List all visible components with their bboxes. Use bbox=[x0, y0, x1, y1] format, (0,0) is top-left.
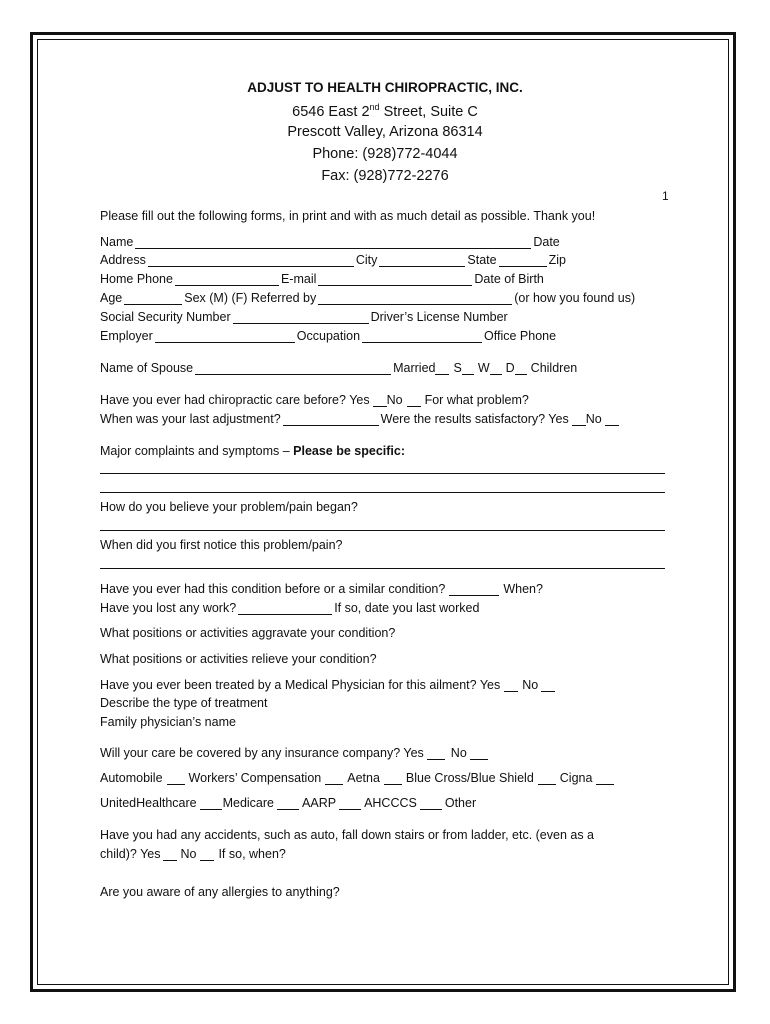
aarp-field[interactable] bbox=[339, 797, 361, 810]
results-yes-field[interactable] bbox=[572, 413, 586, 426]
phone-row: Home Phone E-mail Date of Birth bbox=[100, 272, 544, 286]
condition-before-row: Have you ever had this condition before or a similar condition? When? bbox=[100, 582, 543, 596]
address-field[interactable] bbox=[148, 254, 354, 267]
allergies-row: Are you aware of any allergies to anything? bbox=[100, 885, 340, 899]
single-field[interactable] bbox=[462, 362, 474, 375]
occupation-field[interactable] bbox=[362, 330, 482, 343]
automobile-field[interactable] bbox=[167, 772, 185, 785]
name-field[interactable] bbox=[135, 236, 531, 249]
cigna-field[interactable] bbox=[596, 772, 614, 785]
complaints-line-2[interactable] bbox=[100, 473, 665, 474]
ssn-field[interactable] bbox=[233, 311, 369, 324]
lost-work-row: Have you lost any work? If so, date you last worked bbox=[100, 601, 480, 615]
referred-by-field[interactable] bbox=[318, 292, 512, 305]
address-row: Address City State Zip bbox=[100, 253, 566, 267]
chiro-before-row: Have you ever had chiropractic care before? Yes No For what problem? bbox=[100, 393, 529, 407]
complaints-line-3[interactable] bbox=[100, 492, 665, 493]
accidents-row: Have you had any accidents, such as auto, fall down stairs or from ladder, etc. (even as a bbox=[100, 828, 595, 842]
accidents-no-field[interactable] bbox=[200, 848, 214, 861]
chiro-no-field[interactable] bbox=[407, 394, 421, 407]
accidents-yes-field[interactable] bbox=[163, 848, 177, 861]
city-field[interactable] bbox=[379, 254, 465, 267]
lost-work-field[interactable] bbox=[238, 602, 332, 615]
medical-no-field[interactable] bbox=[541, 679, 555, 692]
insurance-list-row-1: Automobile Workers’ Compensation Aetna Blue Cross/Blue Shield Cigna bbox=[100, 767, 668, 785]
ssn-row: Social Security Number Driver’s License Number bbox=[100, 310, 508, 324]
medical-yes-field[interactable] bbox=[504, 679, 518, 692]
first-notice-row: When did you first notice this problem/pain? bbox=[100, 538, 343, 552]
problem-began-row: How do you believe your problem/pain began? bbox=[100, 500, 358, 514]
insurance-yes-field[interactable] bbox=[427, 747, 445, 760]
complaints-row: Major complaints and symptoms – Please be specific: bbox=[100, 444, 406, 458]
aetna-field[interactable] bbox=[384, 772, 402, 785]
workers-comp-field[interactable] bbox=[325, 772, 343, 785]
age-field[interactable] bbox=[124, 292, 182, 305]
employer-field[interactable] bbox=[155, 330, 295, 343]
last-adjustment-row: When was your last adjustment? Were the results satisfactory? Yes No bbox=[100, 408, 668, 426]
treatment-type-row: Describe the type of treatment bbox=[100, 696, 268, 710]
age-row: Age Sex (M) (F) Referred by (or how you found us) bbox=[100, 291, 636, 305]
page-number: 1 bbox=[662, 189, 669, 203]
city-line: Prescott Valley, Arizona 86314 bbox=[287, 124, 483, 140]
spouse-field[interactable] bbox=[195, 362, 391, 375]
medical-physician-row: Have you ever been treated by a Medical Physician for this ailment? Yes No bbox=[100, 674, 668, 692]
home-phone-field[interactable] bbox=[175, 273, 279, 286]
medicare-field[interactable] bbox=[277, 797, 299, 810]
relieve-row: What positions or activities relieve your condition? bbox=[100, 652, 377, 666]
widowed-field[interactable] bbox=[490, 362, 502, 375]
intro-text: Please fill out the following forms, in print and with as much detail as possible. Thank you! bbox=[100, 209, 596, 223]
employer-row: Employer Occupation Office Phone bbox=[100, 329, 557, 343]
married-field[interactable] bbox=[435, 362, 449, 375]
results-no-field[interactable] bbox=[605, 413, 619, 426]
ahcccs-field[interactable] bbox=[420, 797, 442, 810]
last-adjustment-field[interactable] bbox=[283, 413, 379, 426]
family-physician-row: Family physician’s name bbox=[100, 715, 236, 729]
uhc-field[interactable] bbox=[200, 797, 222, 810]
company-name: ADJUST TO HEALTH CHIROPRACTIC, INC. bbox=[247, 80, 523, 95]
state-field[interactable] bbox=[499, 254, 547, 267]
phone-line: Phone: (928)772-4044 bbox=[312, 146, 458, 162]
chiro-yes-field[interactable] bbox=[373, 394, 387, 407]
street-address: 6546 East 2nd Street, Suite C bbox=[292, 102, 478, 120]
insurance-list-row-2: UnitedHealthcare Medicare AARP AHCCCS Other bbox=[100, 796, 477, 810]
accidents-row-2: child)? Yes No If so, when? bbox=[100, 847, 286, 861]
divorced-field[interactable] bbox=[515, 362, 527, 375]
insurance-row: Will your care be covered by any insurance company? Yes No bbox=[100, 742, 668, 760]
first-notice-line-2[interactable] bbox=[100, 568, 665, 569]
fax-line: Fax: (928)772-2276 bbox=[321, 168, 449, 184]
problem-began-line-2[interactable] bbox=[100, 530, 665, 531]
email-field[interactable] bbox=[318, 273, 472, 286]
name-date-row: Name Date bbox=[100, 235, 560, 249]
spouse-row: Name of Spouse Married S W D Children bbox=[100, 361, 578, 375]
insurance-no-field[interactable] bbox=[470, 747, 488, 760]
aggravate-row: What positions or activities aggravate your condition? bbox=[100, 626, 396, 640]
bcbs-field[interactable] bbox=[538, 772, 556, 785]
condition-before-field[interactable] bbox=[449, 583, 499, 596]
